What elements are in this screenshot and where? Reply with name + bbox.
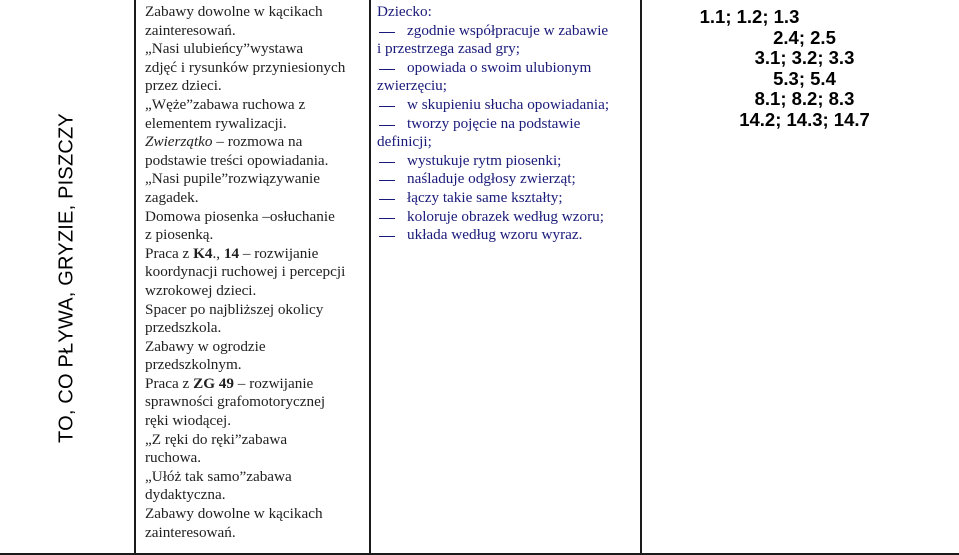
activity-text: podstawie treści opowiadania.: [145, 151, 329, 169]
activity-line: [145, 468, 367, 487]
activity-text: ręki wiodącej.: [145, 412, 232, 430]
activity-text: Spacer po najbliższej okolicy: [145, 300, 324, 318]
goal-bullet-item: łączy takie same kształty;: [377, 189, 639, 208]
theme-title: TO, CO PŁYWA, GRYZIE, PISZCZY: [55, 113, 78, 443]
activity-text: rozwiązywanie: [228, 170, 321, 188]
activity-text: Zabawy dowolne w kącikach: [145, 505, 323, 523]
activity-text: koordynacji ruchowej i percepcji: [145, 263, 346, 281]
activity-line: [145, 486, 367, 505]
goal-bullet-item: tworzy pojęcie na podstawie: [377, 115, 639, 134]
activity-text: „Nasi pupile”: [145, 170, 229, 188]
column-divider: [640, 0, 642, 555]
activity-text: „Nasi ulubieńcy”: [145, 40, 251, 58]
activity-text: zabawa: [246, 467, 292, 485]
activity-text: dydaktyczna.: [145, 486, 226, 504]
activity-text: ruchowa.: [145, 449, 202, 467]
goal-bullet-item: naśladuje odgłosy zwierząt;: [377, 170, 639, 189]
goal-bullet-item: opowiada o swoim ulubionym: [377, 59, 639, 78]
activity-text: „Ułóż tak samo”: [145, 467, 247, 485]
activity-text: Praca z: [145, 374, 194, 392]
activity-text: przedszkolnym.: [145, 356, 242, 374]
goal-line: i przestrzega zasad gry;: [377, 40, 520, 58]
activity-text: ZG 49: [193, 374, 234, 392]
activity-text: zabawa: [241, 430, 288, 448]
activity-line: [145, 226, 367, 245]
activity-line: [145, 449, 367, 468]
curriculum-code: 1.1; 1.2; 1.3: [699, 6, 800, 27]
activity-line: [145, 245, 367, 264]
activity-line: [145, 412, 367, 431]
activity-text: zabawa ruchowa z: [193, 95, 306, 113]
goal-line: zwierzęciu;: [377, 77, 447, 95]
activity-line: [145, 170, 367, 189]
curriculum-code: 5.3; 5.4: [773, 67, 836, 89]
activity-text: wzrokowej dzieci.: [145, 281, 257, 299]
goals-cell: [377, 3, 639, 245]
activity-line: [145, 77, 367, 96]
activity-text: Zabawy w ogrodzie: [145, 337, 266, 355]
activity-text: zdjęć i rysunków przyniesionych: [145, 58, 346, 76]
activity-text: Zwierzątko: [145, 133, 213, 151]
activity-line: [145, 431, 367, 450]
column-divider: [134, 0, 136, 555]
activity-line: [145, 208, 367, 227]
activity-line: [145, 59, 367, 78]
activity-text: zagadek.: [145, 188, 199, 206]
activity-line: [145, 505, 367, 524]
activity-line: [145, 356, 367, 375]
activity-text: przez dzieci.: [145, 77, 222, 95]
curriculum-code: 8.1; 8.2; 8.3: [754, 88, 855, 109]
activity-text: 14: [223, 244, 240, 262]
goal-bullet-item: układa według wzoru wyraz.: [377, 226, 639, 245]
activity-line: [145, 40, 367, 59]
activity-line: [145, 301, 367, 320]
activity-text: wystawa: [250, 40, 304, 58]
activity-text: osłuchanie: [269, 207, 335, 225]
theme-title-cell: [0, 0, 134, 555]
goal-line: Dziecko:: [377, 3, 432, 20]
activities-cell: [145, 3, 367, 542]
goal-bullet-item: w skupieniu słucha opowiadania;: [377, 96, 639, 115]
activity-line: [145, 338, 367, 357]
activity-line: [145, 263, 367, 282]
activity-line: [145, 22, 367, 41]
goal-bullet-item: zgodnie współpracuje w zabawie: [377, 22, 639, 41]
activity-text: Praca z: [145, 244, 194, 262]
activity-line: [145, 3, 367, 22]
activity-line: [145, 319, 367, 338]
goal-bullet-item: koloruje obrazek według wzoru;: [377, 208, 639, 227]
curriculum-code: 2.4; 2.5: [773, 26, 836, 48]
activity-text: z piosenką.: [145, 226, 214, 244]
activity-line: [145, 189, 367, 208]
activity-line: [145, 375, 367, 394]
activity-text: zainteresowań.: [145, 523, 236, 541]
activity-line: [145, 133, 367, 152]
activity-line: [145, 152, 367, 171]
activity-line: [145, 393, 367, 412]
activity-text: .,: [212, 244, 224, 262]
activity-text: – rozmowa na: [212, 133, 303, 151]
activity-text: – rozwijanie: [234, 374, 314, 392]
column-divider: [369, 0, 371, 555]
activity-text: „Z ręki do ręki”: [145, 430, 242, 448]
activity-text: elementem rywalizacji.: [145, 114, 287, 132]
activity-text: przedszkola.: [145, 319, 222, 337]
goal-bullet-item: wystukuje rytm piosenki;: [377, 152, 639, 171]
goal-line: definicji;: [377, 133, 432, 151]
activity-line: [145, 96, 367, 115]
activity-text: zainteresowań.: [145, 21, 236, 39]
curriculum-code: 3.1; 3.2; 3.3: [754, 47, 855, 68]
activity-text: sprawności grafomotorycznej: [145, 393, 326, 411]
curriculum-code: 14.2; 14.3; 14.7: [739, 108, 870, 130]
activity-text: K4: [193, 244, 213, 262]
curriculum-codes-cell: [650, 7, 959, 130]
activity-line: [145, 282, 367, 301]
activity-text: Zabawy dowolne w kącikach: [145, 3, 323, 20]
activity-text: Domowa piosenka –: [145, 207, 270, 225]
activity-text: – rozwijanie: [239, 244, 319, 262]
activity-text: „Węże”: [145, 95, 194, 113]
activity-line: [145, 524, 367, 543]
activity-line: [145, 115, 367, 134]
